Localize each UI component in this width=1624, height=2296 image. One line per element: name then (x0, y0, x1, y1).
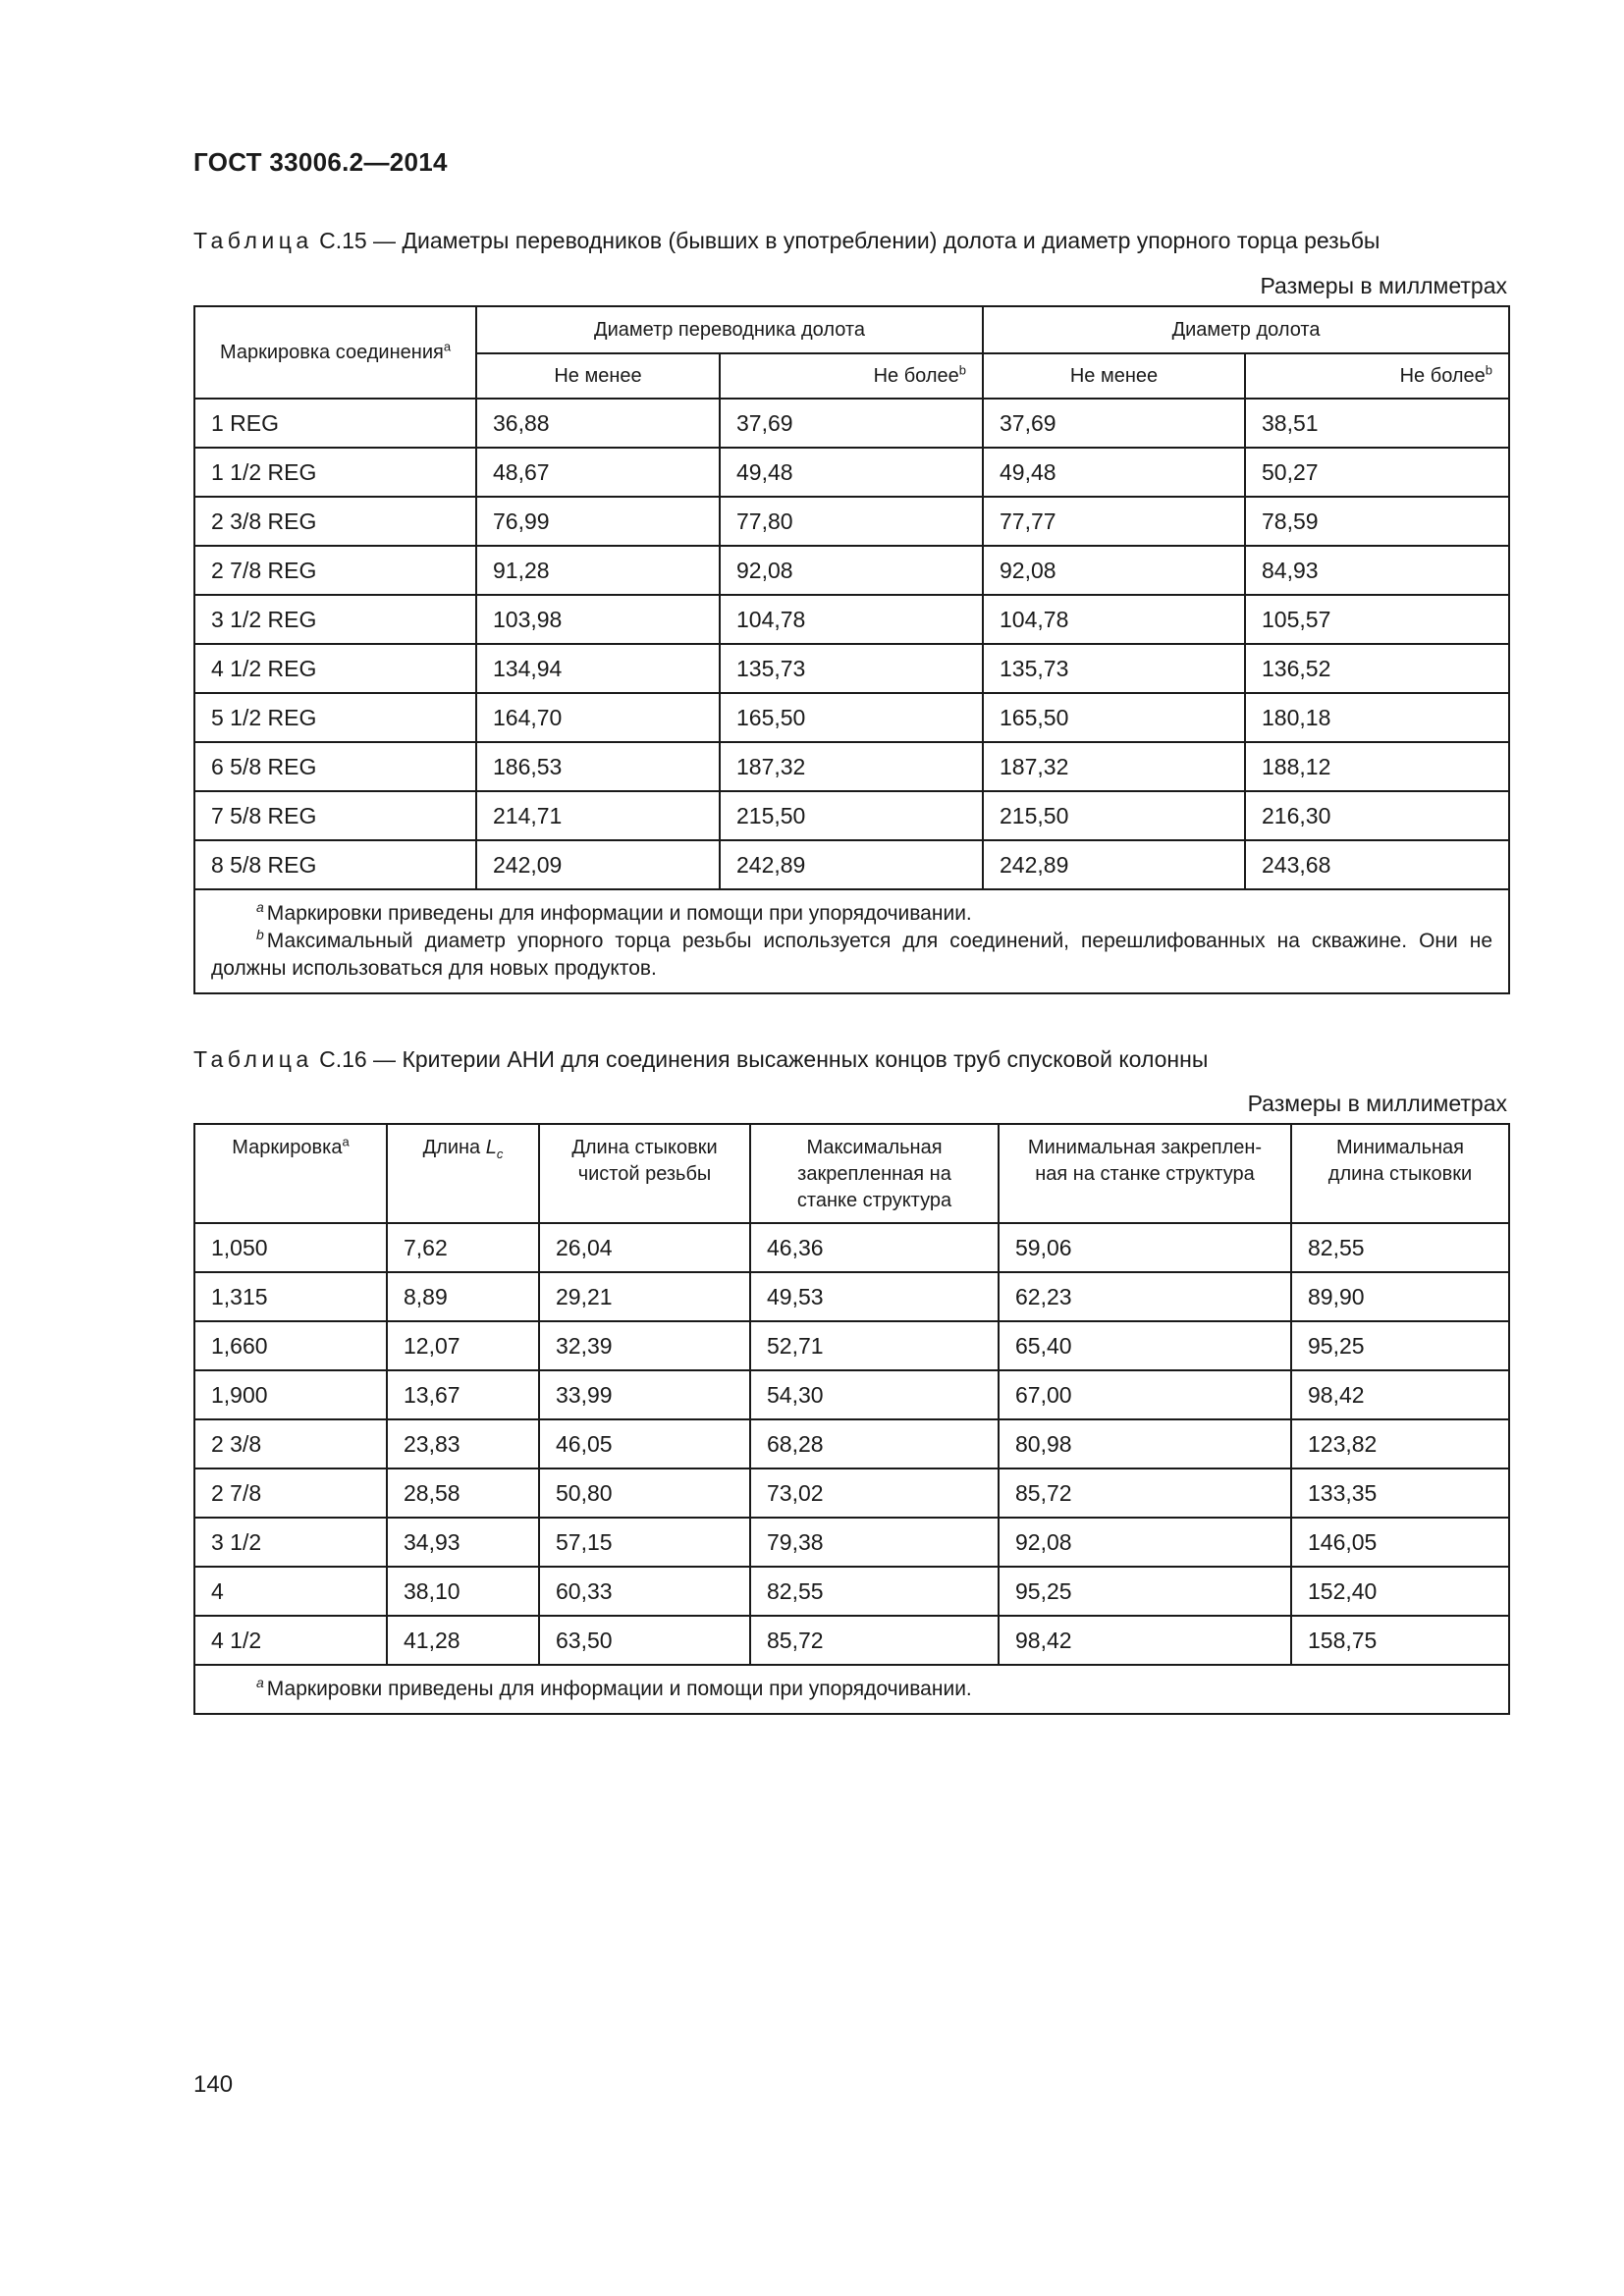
table-row (194, 1468, 1509, 1518)
table-cell: 187,32 (720, 742, 983, 791)
table-cell: 7,62 (387, 1223, 539, 1272)
table-cell: 216,30 (1245, 791, 1509, 840)
table-cell: 73,02 (750, 1468, 999, 1518)
table-cell: 62,23 (999, 1272, 1291, 1321)
table-cell: 79,38 (750, 1518, 999, 1567)
table-row (194, 1518, 1509, 1567)
table-cell: 136,52 (1245, 644, 1509, 693)
table-cell: 1 REG (194, 399, 476, 448)
table-cell: 187,32 (983, 742, 1245, 791)
table-cell: 3 1/2 (194, 1518, 387, 1567)
col-header-marking: Маркировка$^a$ (194, 1124, 387, 1223)
table-cell: 8,89 (387, 1272, 539, 1321)
table-cell: 104,78 (720, 595, 983, 644)
table-cell: 48,67 (476, 448, 720, 497)
table-cell: 214,71 (476, 791, 720, 840)
table-cell: 38,51 (1245, 399, 1509, 448)
table-cell: 46,36 (750, 1223, 999, 1272)
table-cell: 2 7/8 (194, 1468, 387, 1518)
table-row (194, 546, 1509, 595)
table-cell: 68,28 (750, 1419, 999, 1468)
table-cell: 49,48 (720, 448, 983, 497)
table-row (194, 448, 1509, 497)
table-cell: 29,21 (539, 1272, 750, 1321)
table-row (194, 644, 1509, 693)
footnote-a: $^a$ Маркировки приведены для информации и помощи при упорядочивании. (256, 1675, 972, 1700)
table-cell: 215,50 (720, 791, 983, 840)
table-cell: 37,69 (983, 399, 1245, 448)
table-cell: 4 1/2 (194, 1616, 387, 1665)
table-cell: 188,12 (1245, 742, 1509, 791)
table-cell: 77,77 (983, 497, 1245, 546)
table-cell: 60,33 (539, 1567, 750, 1616)
table-cell: 1 1/2 REG (194, 448, 476, 497)
table-cell: 3 1/2 REG (194, 595, 476, 644)
table-cell: 67,00 (999, 1370, 1291, 1419)
footnote-a: $^a$ Маркировки приведены для информации и помощи при упорядочивании. (256, 899, 972, 925)
col-header-min-structure: Минимальная закреплен-ная на станке структура (999, 1124, 1291, 1223)
table-cell: 32,39 (539, 1321, 750, 1370)
table-cell: 49,48 (983, 448, 1245, 497)
table-cell: 52,71 (750, 1321, 999, 1370)
table-cell: 33,99 (539, 1370, 750, 1419)
table-row (194, 595, 1509, 644)
col-header-clean-thread: Длина стыковки чистой резьбы (539, 1124, 750, 1223)
table-row (194, 693, 1509, 742)
table-cell: 89,90 (1291, 1272, 1509, 1321)
col-header-max: Не более$^b$ (720, 353, 983, 399)
table-cell: 63,50 (539, 1616, 750, 1665)
footnote-mark: a (443, 338, 452, 353)
table-cell: 59,06 (999, 1223, 1291, 1272)
table-cell: 180,18 (1245, 693, 1509, 742)
table-cell: 85,72 (999, 1468, 1291, 1518)
col-group-sub-diameter: Диаметр переводника долота (476, 306, 983, 353)
table-cell: 84,93 (1245, 546, 1509, 595)
table-cell: 146,05 (1291, 1518, 1509, 1567)
table-row (194, 497, 1509, 546)
table-cell: 36,88 (476, 399, 720, 448)
table-cell: 54,30 (750, 1370, 999, 1419)
table-row (194, 840, 1509, 889)
col-header-max: Не более$^b$ (1245, 353, 1509, 399)
table-cell: 77,80 (720, 497, 983, 546)
table-cell: 12,07 (387, 1321, 539, 1370)
table-cell: 135,73 (720, 644, 983, 693)
table-cell: 1,660 (194, 1321, 387, 1370)
table-cell: 98,42 (999, 1616, 1291, 1665)
table-cell: 91,28 (476, 546, 720, 595)
table-c16-units: Размеры в миллиметрах (1247, 1091, 1507, 1116)
table-cell: 76,99 (476, 497, 720, 546)
table-cell: 135,73 (983, 644, 1245, 693)
caption-text: С.15 — Диаметры переводников (бывших в употреблении) долота и диаметр упорного торца резьбы (319, 228, 1380, 253)
table-cell: 82,55 (750, 1567, 999, 1616)
footnote-mark: a (342, 1134, 350, 1149)
caption-word: Таблица (193, 1046, 313, 1072)
table-cell: 46,05 (539, 1419, 750, 1468)
table-cell: 13,67 (387, 1370, 539, 1419)
table-row (194, 399, 1509, 448)
table-cell: 1,315 (194, 1272, 387, 1321)
table-cell: 242,09 (476, 840, 720, 889)
table-cell: 92,08 (999, 1518, 1291, 1567)
table-row (194, 1616, 1509, 1665)
table-cell: 164,70 (476, 693, 720, 742)
caption-word: Таблица (193, 228, 313, 253)
table-cell: 95,25 (1291, 1321, 1509, 1370)
table-cell: 4 1/2 REG (194, 644, 476, 693)
table-cell: 242,89 (720, 840, 983, 889)
footnote-mark: b (958, 361, 967, 377)
table-cell: 95,25 (999, 1567, 1291, 1616)
table-c15-notes (194, 889, 1509, 993)
col-header-max-structure: Максимальная закрепленная на станке структура (750, 1124, 999, 1223)
table-c15 (193, 305, 1510, 994)
table-cell: 41,28 (387, 1616, 539, 1665)
col-group-bit-diameter: Диаметр долота (983, 306, 1509, 353)
footnote-mark: b (1485, 361, 1493, 377)
table-row (194, 1370, 1509, 1419)
table-row (194, 1272, 1509, 1321)
table-cell: 23,83 (387, 1419, 539, 1468)
table-cell: 92,08 (983, 546, 1245, 595)
table-cell: 50,80 (539, 1468, 750, 1518)
table-cell: 2 7/8 REG (194, 546, 476, 595)
table-cell: 186,53 (476, 742, 720, 791)
table-cell: 1,050 (194, 1223, 387, 1272)
table-cell: 4 (194, 1567, 387, 1616)
table-cell: 8 5/8 REG (194, 840, 476, 889)
table-cell: 28,58 (387, 1468, 539, 1518)
table-cell: 1,900 (194, 1370, 387, 1419)
table-row (194, 791, 1509, 840)
table-cell: 165,50 (720, 693, 983, 742)
table-cell: 105,57 (1245, 595, 1509, 644)
table-cell: 82,55 (1291, 1223, 1509, 1272)
table-row (194, 742, 1509, 791)
table-cell: 7 5/8 REG (194, 791, 476, 840)
table-cell: 6 5/8 REG (194, 742, 476, 791)
table-cell: 103,98 (476, 595, 720, 644)
table-cell: 65,40 (999, 1321, 1291, 1370)
caption-text: С.16 — Критерии АНИ для соединения высаженных концов труб спусковой колонны (319, 1046, 1209, 1072)
table-cell: 50,27 (1245, 448, 1509, 497)
table-cell: 98,42 (1291, 1370, 1509, 1419)
table-cell: 243,68 (1245, 840, 1509, 889)
table-cell: 85,72 (750, 1616, 999, 1665)
col-header-min: Не менее (476, 353, 720, 399)
col-header-min-length: Минимальная длина стыковки (1291, 1124, 1509, 1223)
table-cell: 5 1/2 REG (194, 693, 476, 742)
table-cell: 57,15 (539, 1518, 750, 1567)
standard-title: ГОСТ 33006.2—2014 (193, 147, 448, 177)
table-c16-caption (193, 1046, 1208, 1073)
col-header-min: Не менее (983, 353, 1245, 399)
table-cell: 104,78 (983, 595, 1245, 644)
table-cell: 165,50 (983, 693, 1245, 742)
table-cell: 80,98 (999, 1419, 1291, 1468)
table-cell: 34,93 (387, 1518, 539, 1567)
table-cell: 133,35 (1291, 1468, 1509, 1518)
page-number: 140 (193, 2071, 234, 2098)
table-cell: 158,75 (1291, 1616, 1509, 1665)
table-cell: 2 3/8 REG (194, 497, 476, 546)
table-row (194, 1419, 1509, 1468)
table-c16-notes (194, 1665, 1509, 1714)
table-cell: 92,08 (720, 546, 983, 595)
table-cell: 242,89 (983, 840, 1245, 889)
table-cell: 2 3/8 (194, 1419, 387, 1468)
table-cell: 37,69 (720, 399, 983, 448)
table-cell: 78,59 (1245, 497, 1509, 546)
table-cell: 49,53 (750, 1272, 999, 1321)
table-c15-units: Размеры в миллметрах (1260, 273, 1507, 298)
table-cell: 134,94 (476, 644, 720, 693)
footnote-b: $^b$ Максимальный диаметр упорного торца резьбы используется для соединений, перешлифованных на скважине. Они не должны использоваться для новых продуктов. (211, 927, 1493, 980)
col-header-length: Длина $L_c$ (387, 1124, 539, 1223)
table-row (194, 1567, 1509, 1616)
table-cell: 152,40 (1291, 1567, 1509, 1616)
table-cell: 38,10 (387, 1567, 539, 1616)
table-row (194, 1321, 1509, 1370)
table-cell: 215,50 (983, 791, 1245, 840)
table-row (194, 1223, 1509, 1272)
table-c15-caption (193, 228, 1380, 254)
col-header-marking: Маркировка соединения$^a$ (194, 306, 476, 399)
table-c16 (193, 1123, 1510, 1715)
table-cell: 26,04 (539, 1223, 750, 1272)
table-cell: 123,82 (1291, 1419, 1509, 1468)
